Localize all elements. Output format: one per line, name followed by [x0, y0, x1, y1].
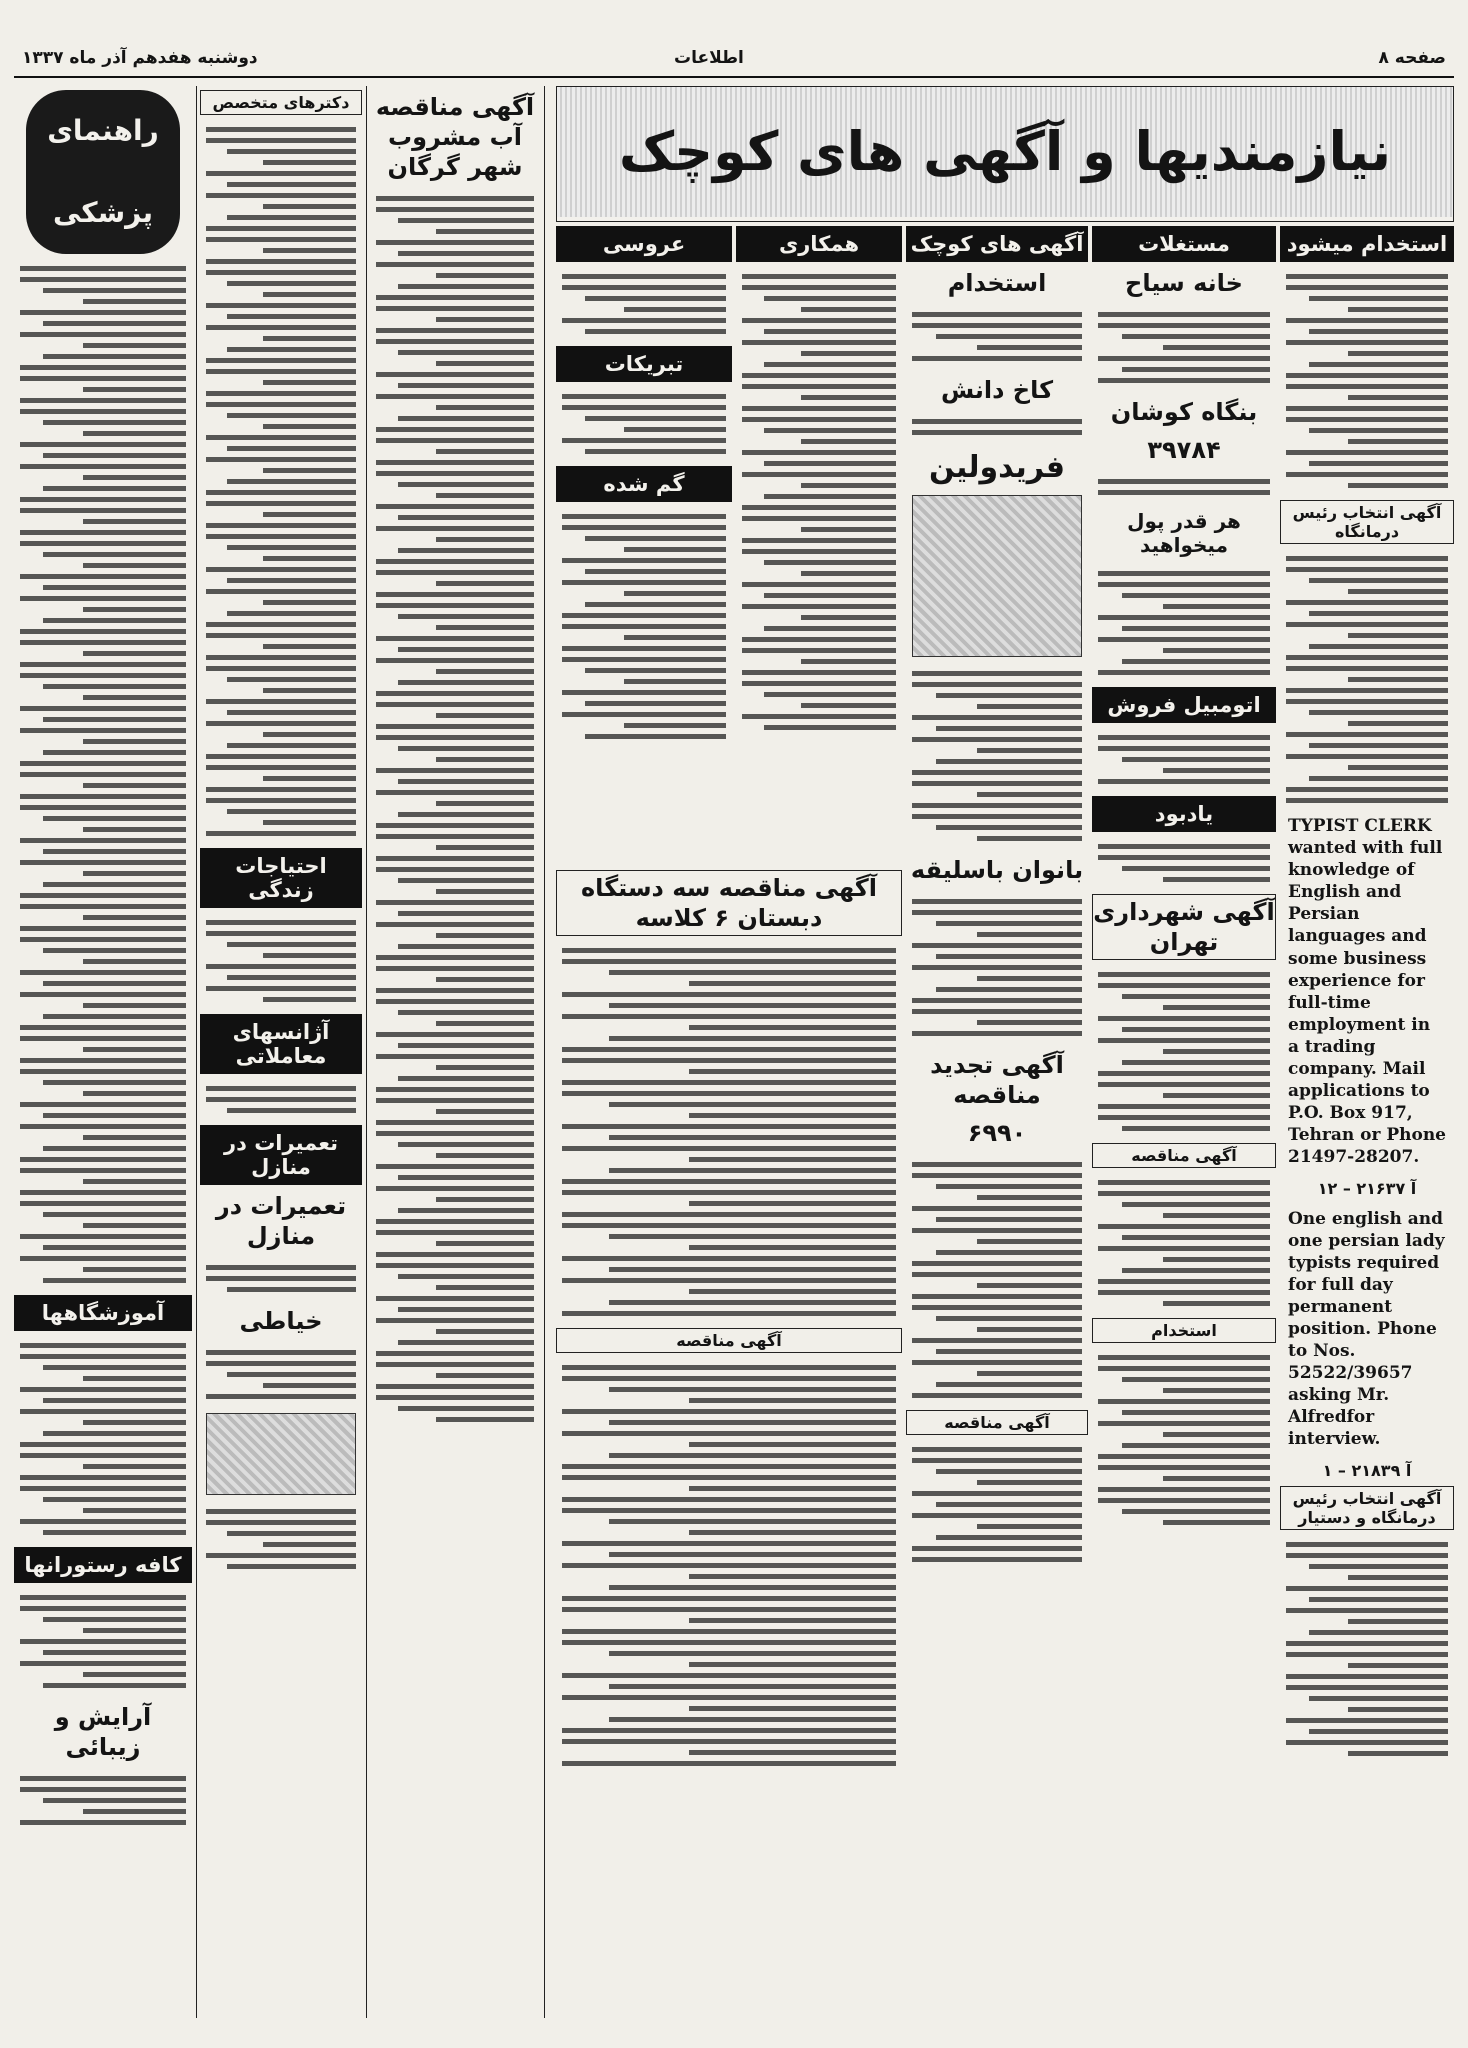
- water-tender-title: آگهی مناقصه آب مشروب شهر گرگان: [375, 93, 535, 181]
- ad-text: [1092, 836, 1276, 890]
- section-schools: آموزشگاهها: [14, 1295, 192, 1331]
- section-partner: همکاری: [736, 226, 902, 262]
- typist-ad-ref: آ ۲۱۶۳۷ – ۱۲: [1317, 1178, 1417, 1198]
- section-property: مستغلات: [1092, 226, 1276, 262]
- section-employment: استخدام میشود: [1280, 226, 1454, 262]
- ad-text: [736, 266, 902, 738]
- dentist-ad-title: آگهی انتخاب رئیس درمانگاه: [1280, 500, 1454, 544]
- ad-text: [200, 1342, 362, 1407]
- ad-text: [1280, 548, 1454, 811]
- column-water-tender: [370, 86, 540, 2026]
- column-clinic: [14, 86, 192, 2026]
- section-daily-needs: احتیاجات زندگی: [200, 848, 362, 908]
- ad-text: [1092, 727, 1276, 792]
- employment-title: استخدام: [947, 269, 1047, 297]
- bachelor-title: بانوان باسلیقه: [910, 855, 1084, 884]
- ad-text: [14, 258, 192, 1291]
- dentist-assistant-title: آگهی انتخاب رئیس درمانگاه و دستیار: [1280, 1486, 1454, 1530]
- column-divider: [366, 86, 367, 2018]
- ad-text: [14, 1768, 192, 1833]
- tajdid-title: آگهی تجدید مناقصه: [930, 1050, 1064, 1109]
- ad-text: [556, 506, 732, 747]
- ad-text: [906, 304, 1088, 369]
- pool-title: هر قدر پول میخواهید: [1127, 509, 1241, 557]
- column-doctors: [200, 86, 362, 2026]
- kakh-danesh-title: کاخ دانش: [940, 376, 1054, 404]
- ad-text: [1092, 1172, 1276, 1314]
- ad-text: [556, 386, 732, 462]
- column-small-ads: [906, 222, 1088, 2022]
- section-car-sale: اتومبیل فروش: [1092, 687, 1276, 723]
- ad-text: [1280, 1534, 1454, 1764]
- bongah-number: ۳۹۷۸۴: [1147, 436, 1221, 464]
- employment-title: استخدام: [1092, 1318, 1276, 1343]
- ad-text: [1092, 563, 1276, 683]
- ad-text: [370, 188, 540, 1430]
- page-number: صفحه ۸: [1378, 48, 1446, 68]
- ladies-ad-ref: آ ۲۱۸۳۹ – ۱: [1322, 1460, 1412, 1480]
- ad-text: [200, 1257, 362, 1300]
- khaneh-sayah-title: خانه سیاح: [1125, 269, 1243, 297]
- ad-text: [200, 1078, 362, 1121]
- ad-text: [556, 266, 732, 342]
- khayati-title: خیاطی: [239, 1307, 323, 1335]
- issue-date: دوشنبه هفدهم آذر ماه ۱۳۳۷: [22, 48, 258, 68]
- ad-text: [1092, 1347, 1276, 1533]
- section-wedding: عروسی: [556, 226, 732, 262]
- tehran-city-title: آگهی شهرداری تهران: [1092, 894, 1276, 960]
- ad-text: [1092, 964, 1276, 1139]
- ad-text: [906, 1154, 1088, 1406]
- ad-text: [906, 1439, 1088, 1570]
- ad-text: [1280, 266, 1454, 496]
- repairs-title: تعمیرات در منازل: [215, 1192, 347, 1250]
- ad-text: [556, 940, 902, 1324]
- tailor-faces-image: [206, 1413, 356, 1495]
- clinic-guide-logo: راهنمای پزشکی: [26, 90, 180, 254]
- column-employment: [1280, 222, 1454, 2022]
- typist-ad: TYPIST CLERK wanted with full knowledge of English and Persian languages and some business experience for full-time employment in a trading company. Mail applications to P.O. Box 917, Tehran or Phone 21497-28207.: [1288, 816, 1446, 1168]
- section-memorial: یادبود: [1092, 796, 1276, 832]
- tender-title-2: آگهی مناقصه: [906, 1410, 1088, 1435]
- bongah-title: بنگاه کوشان: [1110, 398, 1258, 426]
- ad-text: [200, 1501, 362, 1577]
- column-tenders: [556, 866, 902, 2026]
- school-tender-title: آگهی مناقصه سه دستگاه دبستان ۶ کلاسه: [556, 870, 902, 936]
- section-small-ads: آگهی های کوچک: [906, 226, 1088, 262]
- beauty-title: آرایش و زیبائی: [54, 1703, 152, 1761]
- banner-title: نیازمندیها و آگهی های کوچک: [557, 87, 1453, 217]
- ad-text: [14, 1587, 192, 1696]
- ad-text: [1092, 304, 1276, 391]
- paper-name: اطلاعات: [674, 48, 744, 68]
- classifieds-banner: [556, 86, 1454, 222]
- page-header: [14, 40, 1454, 78]
- faridolin-title: فریدولین: [928, 450, 1066, 485]
- column-wedding: [556, 222, 732, 862]
- column-partner: [736, 222, 902, 862]
- ad-text: [200, 912, 362, 1010]
- tajdid-number: ۶۹۹۰: [967, 1118, 1027, 1147]
- ad-text: [14, 1335, 192, 1543]
- tender-title-3: آگهی مناقصه: [556, 1328, 902, 1353]
- column-divider: [196, 86, 197, 2018]
- doctors-title: دکترهای متخصص: [200, 90, 362, 115]
- column-divider: [544, 86, 545, 2018]
- ladies-typist-ad: One english and one persian lady typists required for full day permanent position. Phone to Nos. 52522/39657 asking Mr. Alfredfor interview.: [1288, 1208, 1445, 1450]
- ad-text: [200, 119, 362, 844]
- section-rentals: آژانسهای معاملاتی: [200, 1014, 362, 1074]
- ad-text: [906, 891, 1088, 1044]
- column-property: [1092, 222, 1276, 2022]
- section-restaurants: کافه رستورانها: [14, 1547, 192, 1583]
- ad-text: [906, 411, 1088, 443]
- tender-title: آگهی مناقصه: [1092, 1143, 1276, 1168]
- ad-text: [556, 1357, 902, 1774]
- section-lost: گم شده: [556, 466, 732, 502]
- pressure-cooker-image: [912, 495, 1082, 657]
- section-repairs: تعمیرات در منازل: [200, 1125, 362, 1185]
- section-congrats: تبریکات: [556, 346, 732, 382]
- ad-text: [906, 663, 1088, 849]
- ad-text: [1092, 471, 1276, 503]
